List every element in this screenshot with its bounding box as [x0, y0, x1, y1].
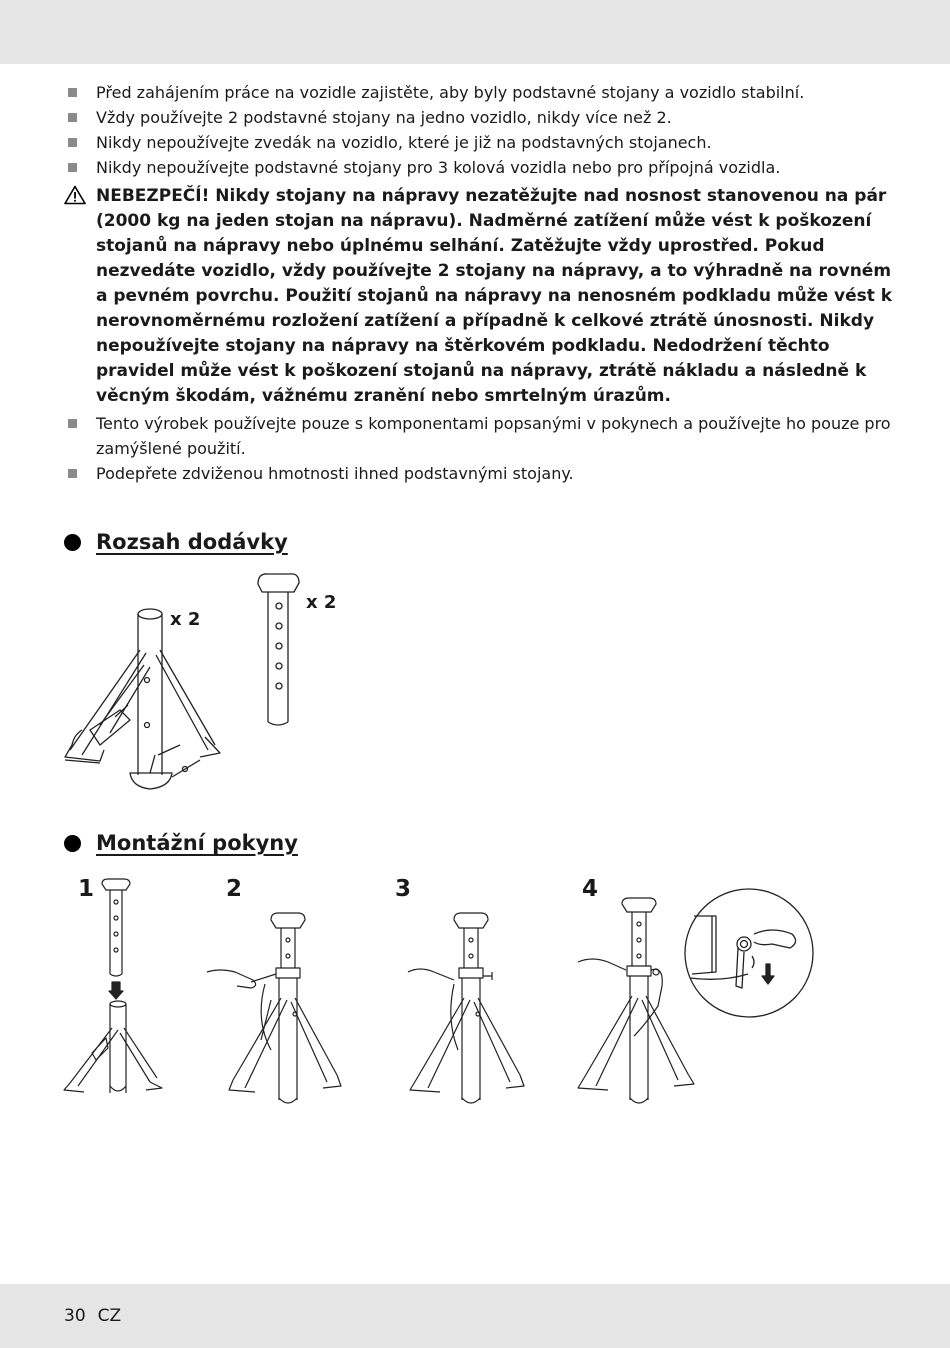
list-item: Nikdy nepoužívejte zvedák na vozidlo, které je již na podstavných stojanech. [64, 130, 894, 155]
list-item: Podepřete zdviženou hmotnosti ihned podstavnými stojany. [64, 461, 894, 486]
step-3-drawing [400, 910, 540, 1110]
footer-band [0, 1284, 950, 1348]
bullet-square-icon [68, 113, 77, 122]
step-number-1: 1 [78, 876, 95, 902]
support-post-drawing [254, 570, 304, 730]
bullet-square-icon [68, 419, 77, 428]
list-item: Před zahájením práce na vozidle zajistěte, aby byly podstavné stojany a vozidlo stabilní. [64, 80, 894, 105]
bullet-square-icon [68, 138, 77, 147]
bullet-square-icon [68, 88, 77, 97]
bullet-dot-icon [64, 835, 81, 852]
list-item: Nikdy nepoužívejte podstavné stojany pro 3 kolová vozidla nebo pro přípojná vozidla. [64, 155, 894, 180]
pin-detail-drawing [682, 886, 816, 1020]
page-footer [64, 1306, 121, 1326]
step-number-2: 2 [226, 876, 243, 902]
list-item: Tento výrobek používejte pouze s komponentami popsanými v pokynech a používejte ho pouze pro zamýšlené použití. [64, 411, 894, 461]
warning-text: NEBEZPEČÍ! Nikdy stojany na nápravy nezatěžujte nad nosnost stanovenou na pár (2000 kg na jeden stojan na nápravu). Nadměrné zatížení může vést k poškození stojanů na nápravy nebo úplnému selhání. Zatěžujte vždy uprostřed. Pokud nezvedáte vozidlo, vždy používejte 2 stojany na nápravy, a to výhradně na rovném a pevném povrchu. Použití stojanů na nápravy na nenosném podkladu může vést k nerovnoměrnému rozložení zatížení a případně k celkové ztrátě únosnosti. Nikdy nepoužívejte stojany na nápravy na štěrkovém podkladu. Nedodržení těchto pravidel může vést k poškození stojanů na nápravy, ztrátě nákladu a následně k věcným škodám, vážnému zranění nebo smrtelným úrazům. [96, 186, 893, 406]
warning-triangle-icon [64, 185, 86, 205]
step-number-3: 3 [395, 876, 412, 902]
section-heading-delivery: Rozsah dodávky [64, 530, 288, 554]
bullet-square-icon [68, 163, 77, 172]
header-band [0, 0, 950, 64]
danger-warning [64, 184, 894, 409]
quantity-post: x 2 [306, 592, 337, 613]
step-1-drawing [62, 878, 167, 1100]
bullet-dot-icon [64, 534, 81, 551]
bullet-square-icon [68, 469, 77, 478]
list-item: Vždy používejte 2 podstavné stojany na jedno vozidlo, nikdy více než 2. [64, 105, 894, 130]
page-number: 30 [64, 1306, 86, 1326]
section-heading-assembly: Montážní pokyny [64, 831, 298, 855]
step-2-drawing [205, 910, 345, 1110]
language-code: CZ [97, 1306, 122, 1326]
quantity-stand: x 2 [170, 609, 201, 630]
axle-stand-base-drawing [60, 605, 230, 795]
step-number-4: 4 [582, 876, 599, 902]
safety-instructions [64, 80, 894, 486]
